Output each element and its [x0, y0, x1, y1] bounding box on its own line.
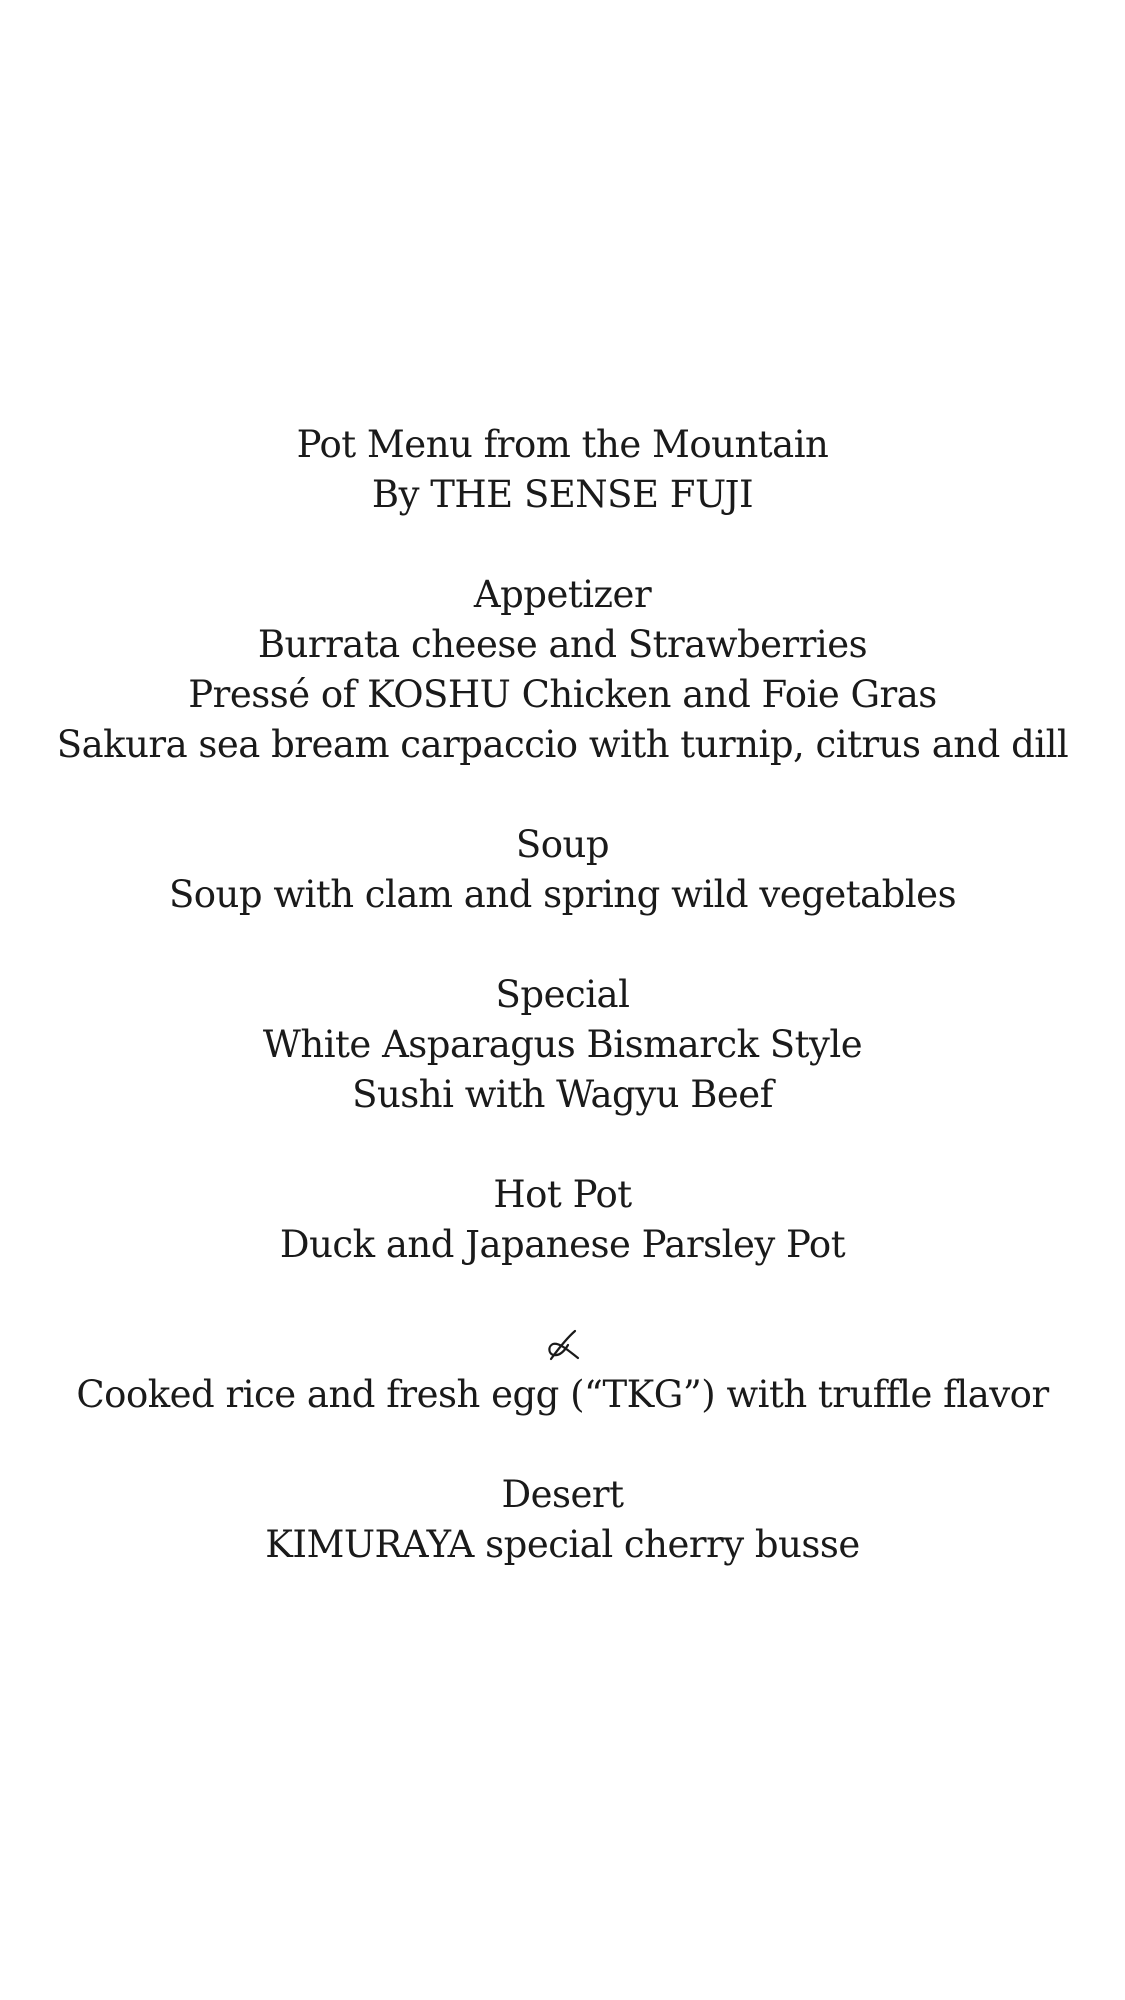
spacer [0, 770, 1125, 820]
menu-item: Burrata cheese and Strawberries [257, 623, 868, 666]
menu-item: Duck and Japanese Parsley Pot [279, 1223, 846, 1266]
menu-item: Sakura sea bream carpaccio with turnip, citrus and dill [56, 723, 1069, 766]
menu-item: Cooked rice and fresh egg (“TKG”) with truffle flavor [76, 1373, 1049, 1416]
section-heading-desert: Desert [501, 1473, 624, 1516]
section-mark [0, 1320, 1125, 1370]
menu-item: KIMURAYA special cherry busse [265, 1523, 860, 1566]
menu-item: White Asparagus Bismarck Style [262, 1023, 863, 1066]
menu-subtitle: By THE SENSE FUJI [371, 473, 754, 516]
spacer [0, 520, 1125, 570]
spacer [0, 1420, 1125, 1470]
section-heading-hot-pot: Hot Pot [493, 1173, 632, 1216]
menu-item: Pressé of KOSHU Chicken and Foie Gras [188, 673, 937, 716]
menu-item: Soup with clam and spring wild vegetables [168, 873, 957, 916]
section-heading-appetizer: Appetizer [473, 573, 652, 616]
spacer [0, 1270, 1125, 1320]
spacer [0, 1120, 1125, 1170]
handwritten-swash-icon [545, 1328, 581, 1362]
menu-title: Pot Menu from the Mountain [296, 423, 829, 466]
menu-content [0, 420, 1125, 1570]
menu-item: Sushi with Wagyu Beef [352, 1073, 773, 1116]
section-heading-soup: Soup [515, 823, 610, 866]
spacer [0, 920, 1125, 970]
section-heading-special: Special [495, 973, 630, 1016]
